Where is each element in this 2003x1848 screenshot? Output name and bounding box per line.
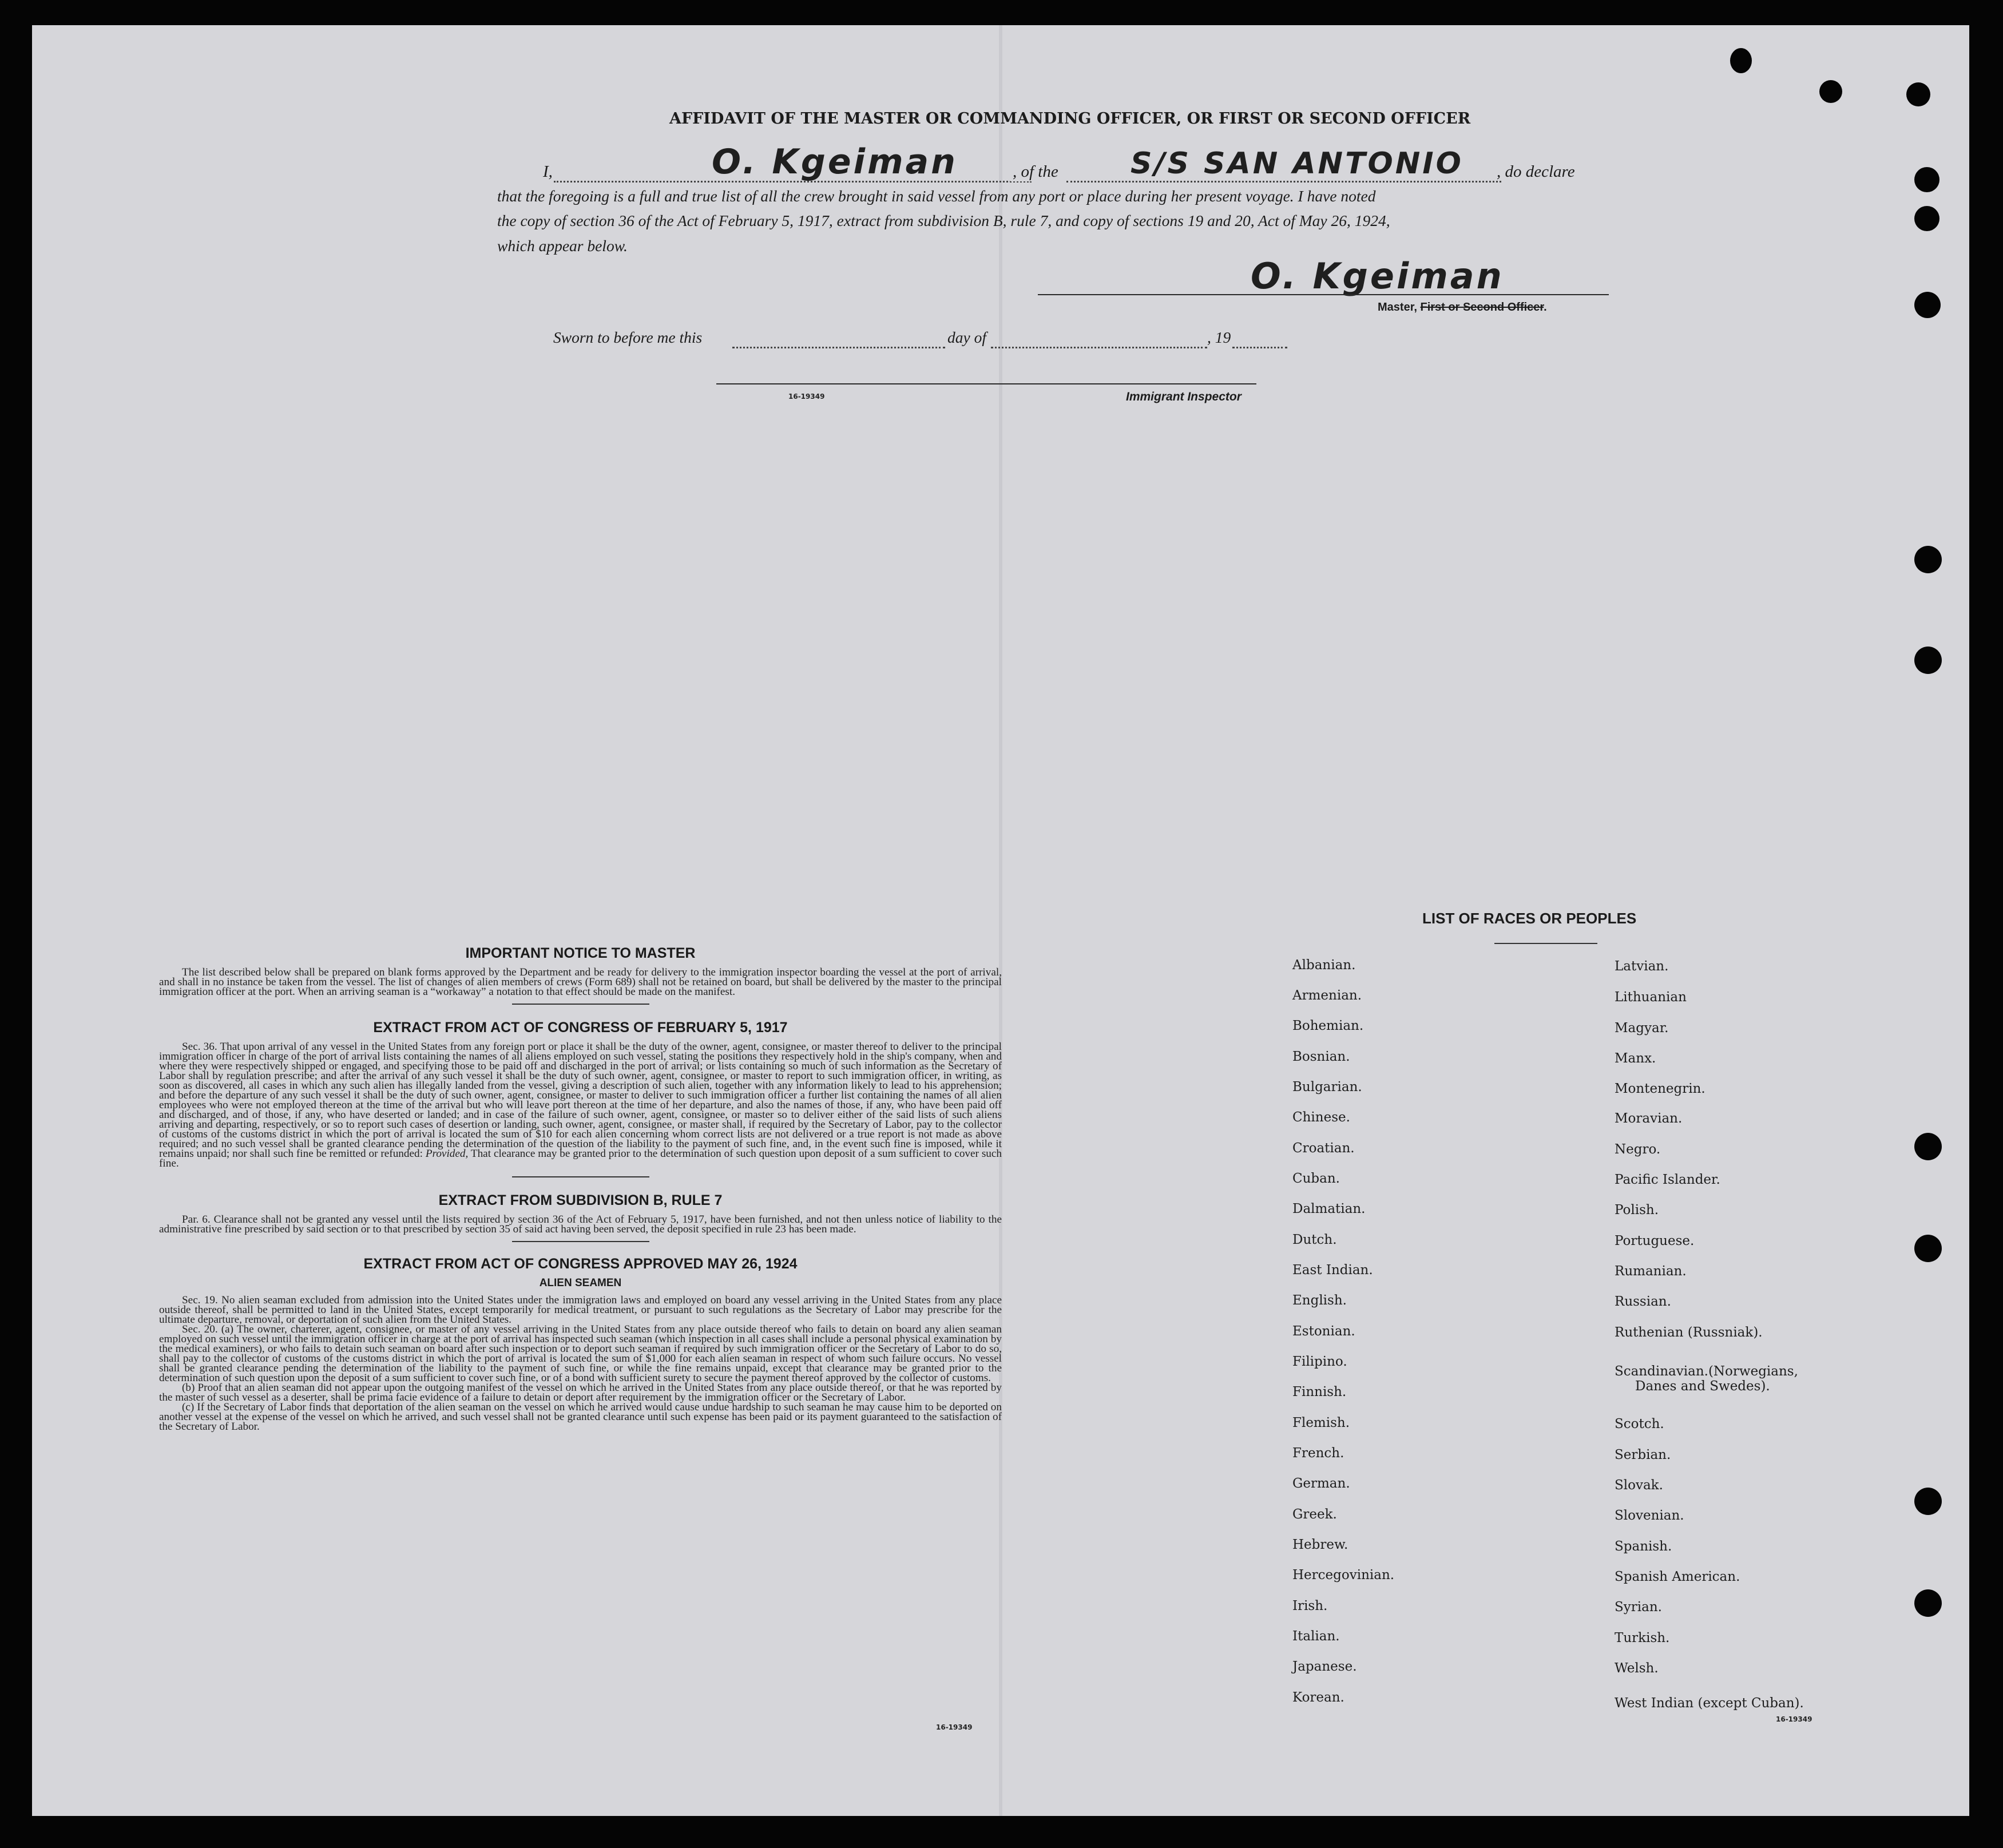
- sec-19-paragraph: Sec. 19. No alien seaman excluded from admission into the United States under the immigration laws and employed on board any vessel arriving in the United States from any place outside thereof, shall be permitted to land in the United States, except temporarily for medical treatment, or pursuant to such regulations as the Secretary of Labor may prescribe for the ultimate departure, removal, or deportation of such alien from the United States.: [159, 1294, 1002, 1326]
- race-item: Negro.: [1615, 1142, 1661, 1157]
- act-1917-section-36: [159, 1042, 1002, 1168]
- race-item: Welsh.: [1615, 1661, 1659, 1676]
- race-item: Slovak.: [1615, 1478, 1663, 1493]
- race-item: Chinese.: [1292, 1110, 1350, 1125]
- rule-7-paragraph: Par. 6. Clearance shall not be granted any vessel until the lists required by section 36 of the Act of February 5, 1917, have been furnished, and not then unless notice of liability to the administrative fine prescribed by said section or to that prescribed by section 35 of said act having been served, the deposit specified in rule 23 has been made.: [159, 1214, 1002, 1235]
- inspector-line: [716, 383, 1256, 384]
- race-item: Estonian.: [1292, 1324, 1355, 1339]
- caption-end: .: [1544, 301, 1547, 314]
- of-the-label: , of the: [1010, 162, 1058, 181]
- race-item: Italian.: [1292, 1629, 1340, 1644]
- separator: [512, 1241, 649, 1242]
- races-heading: LIST OF RACES OR PEOPLES: [1422, 910, 1637, 927]
- act-1917-heading: EXTRACT FROM ACT OF CONGRESS OF FEBRUARY 5, 1917: [373, 1020, 788, 1036]
- race-item: Syrian.: [1615, 1600, 1662, 1615]
- separator: [512, 1004, 649, 1005]
- day-of-label: day of: [947, 328, 986, 346]
- race-item: Japanese.: [1292, 1659, 1357, 1674]
- punch-hole: [1819, 80, 1842, 103]
- caption-struck-officer: First or Second Officer: [1420, 301, 1544, 314]
- race-item: Serbian.: [1615, 1448, 1671, 1462]
- punch-hole: [1914, 1235, 1942, 1262]
- master-name-handwritten: O. Kgeiman: [712, 142, 958, 182]
- notice-paragraph: The list described below shall be prepared on blank forms approved by the Department and be ready for delivery to the immigration inspector boarding the vessel at the port of arrival, and shall in no instance be taken from the vessel. The list of changes of alien members of crews (Form 689) shall not be retained on board, but shall be delivered by the master to the principal immigration officer at the port. When an arriving seaman is a “workaway” a notation to that effect should be made on the manifest.: [159, 966, 1002, 998]
- race-item: Korean.: [1292, 1690, 1344, 1705]
- notice-heading: IMPORTANT NOTICE TO MASTER: [465, 945, 696, 961]
- race-item: Scandinavian.(Norwegians,: [1615, 1364, 1798, 1379]
- rule-7-heading: EXTRACT FROM SUBDIVISION B, RULE 7: [438, 1192, 723, 1208]
- affidavit-body-line2: the copy of section 36 of the Act of February 5, 1917, extract from subdivision B, rule 7, and copy of sections 19 and 20, Act of May 26, 1924,: [497, 212, 1390, 229]
- punch-hole: [1914, 167, 1939, 192]
- signature-line: [1038, 294, 1609, 295]
- master-signature: O. Kgeiman: [1251, 255, 1504, 297]
- sworn-year-line: [1232, 347, 1287, 348]
- punch-hole: [1914, 1133, 1942, 1160]
- affidavit-title: AFFIDAVIT OF THE MASTER OR COMMANDING OFFICER, OR FIRST OR SECOND OFFICER: [669, 110, 1471, 128]
- punch-hole: [1906, 82, 1930, 106]
- center-fold: [999, 25, 1002, 1816]
- notice-section: [159, 945, 1002, 1431]
- race-item: Slovenian.: [1615, 1508, 1684, 1523]
- sec36-text-end: That clearance may be granted prior to the determination of such question upon deposit of a sum sufficient to cover such fine.: [159, 1148, 1002, 1169]
- race-item: Ruthenian (Russniak).: [1615, 1325, 1763, 1340]
- race-item: Bulgarian.: [1292, 1080, 1362, 1094]
- race-item: English.: [1292, 1293, 1347, 1308]
- sec36-provided: Provided,: [425, 1148, 469, 1160]
- sec-20c-paragraph: (c) If the Secretary of Labor finds that deportation of the alien seaman on the vessel on which he arrived would cause undue hardship to such seaman he may cause him to be deported on another vessel at the expense of the vessel on which he arrived, and such vessel shall not be granted clearance until such expense has been paid or its payment guaranteed to the satisfaction of the Secretary of Labor.: [159, 1401, 1002, 1433]
- race-item: Polish.: [1615, 1203, 1659, 1218]
- alien-seamen-subheading: ALIEN SEAMEN: [539, 1277, 622, 1289]
- race-item: East Indian.: [1292, 1263, 1373, 1278]
- race-item: Turkish.: [1615, 1631, 1670, 1645]
- punch-hole: [1914, 292, 1941, 318]
- act-1924-heading: EXTRACT FROM ACT OF CONGRESS APPROVED MAY 26, 1924: [363, 1256, 798, 1272]
- punch-hole: [1914, 1589, 1942, 1617]
- race-item: Lithuanian: [1615, 990, 1687, 1005]
- affidavit-i-label: I,: [543, 162, 553, 181]
- separator: [512, 1176, 649, 1177]
- race-item: Dutch.: [1292, 1232, 1337, 1247]
- race-item: Manx.: [1615, 1051, 1656, 1066]
- race-item: Albanian.: [1292, 958, 1356, 973]
- vessel-handwritten: S/S SAN ANTONIO: [1131, 146, 1463, 181]
- race-item: West Indian (except Cuban).: [1615, 1696, 1804, 1711]
- race-item: Spanish American.: [1615, 1569, 1740, 1584]
- race-item: Irish.: [1292, 1599, 1328, 1613]
- race-item: Russian.: [1615, 1294, 1671, 1309]
- affidavit-body-line3: which appear below.: [497, 237, 628, 255]
- race-item: Flemish.: [1292, 1415, 1350, 1430]
- do-declare-label: , do declare: [1497, 162, 1575, 181]
- race-item: Magyar.: [1615, 1021, 1669, 1036]
- punch-hole: [1914, 647, 1942, 674]
- punch-hole: [1914, 546, 1942, 573]
- affidavit-form-number: 16-19349: [788, 392, 825, 400]
- sec-20b-paragraph: (b) Proof that an alien seaman did not appear upon the outgoing manifest of the vessel on which he arrived in the United States from any place outside thereof, or that he was reported by the master of such vessel as a deserter, shall be prima facie evidence of a failure to detain or deport after requirement by the immigration officer or the Secretary of Labor.: [159, 1382, 1002, 1403]
- race-item: Croatian.: [1292, 1141, 1355, 1156]
- race-item: Armenian.: [1292, 988, 1362, 1003]
- sworn-day-line: [732, 347, 945, 348]
- races-form-number: 16-19349: [1776, 1715, 1812, 1723]
- race-item: Portuguese.: [1615, 1234, 1695, 1248]
- notice-form-number: 16-19349: [936, 1723, 973, 1731]
- race-item: Hercegovinian.: [1292, 1568, 1395, 1583]
- sworn-month-line: [991, 347, 1207, 348]
- race-item: Filipino.: [1292, 1354, 1347, 1369]
- race-item: Bohemian.: [1292, 1018, 1364, 1033]
- race-item: Montenegrin.: [1615, 1081, 1705, 1096]
- punch-hole: [1914, 206, 1939, 231]
- race-item: Pacific Islander.: [1615, 1172, 1720, 1187]
- race-item: Moravian.: [1615, 1111, 1683, 1126]
- race-item: Dalmatian.: [1292, 1201, 1366, 1216]
- race-item: Rumanian.: [1615, 1264, 1687, 1279]
- caption-master: Master,: [1378, 301, 1417, 314]
- race-item: Bosnian.: [1292, 1049, 1350, 1064]
- race-item: French.: [1292, 1446, 1344, 1461]
- sworn-label: Sworn to before me this: [553, 328, 703, 346]
- signature-caption: [1378, 301, 1547, 314]
- document-sheet: [32, 25, 1969, 1816]
- inspector-label: Immigrant Inspector: [1126, 390, 1242, 403]
- race-item: Spanish.: [1615, 1539, 1672, 1554]
- race-item: Greek.: [1292, 1507, 1337, 1522]
- sec36-text: Sec. 36. That upon arrival of any vessel in the United States from any foreign port or place it shall be the duty of the owner, agent, consignee, or master thereof to deliver to the principal immigration officer in charge of the port of arrival lists containing the names of all aliens employed on such vessel, stating the positions they respectively hold in the ship's company, when and where they were respectively shipped or engaged, and specifying those to be paid off and discharged in the port of arrival; or lists containing so much of such information as the Secretary of Labor shall by regulation prescribe; and after the arrival of any such vessel it shall be the duty of such owner, agent, consignee, or master to report to such immigration officer, in writing, as soon as discovered, all cases in which any such alien has illegally landed from the vessel, giving a description of such alien, together with any information likely to lead to his apprehension; and before the departure of any such vessel it shall be the duty of such owner, agent, consignee, or master to deliver to such immigration officer a further list containing the names of all alien employees who were not employed thereon at the time of the arrival but who will leave port thereon at the time of her departure, and also the names of those, if any, who have been paid off and discharged, and of those, if any, who have deserted or landed; and in case of the failure of such owner, agent, consignee, or master so to deliver either of the said lists of such aliens arriving and departing, respectively, or so to report such cases of desertion or landing, such owner, agent, consignee, or master shall, if required by the Secretary of Labor, pay to the collector of customs of the customs district in which the port of arrival is located the sum of $10 for each alien concerning whom correct lists are not delivered or a true report is not made as above required; and no such vessel shall be granted clearance pending the determination of the question of the liability to the payment of such fine, and, in the event such fine is imposed, while it remains unpaid; nor shall such fine be remitted or refunded:: [159, 1041, 1002, 1160]
- affidavit-body-line1: that the foregoing is a full and true list of all the crew brought in said vessel from any port or place during her present voyage. I have noted: [497, 187, 1376, 205]
- punch-hole: [1914, 1488, 1942, 1515]
- race-item-continued: Danes and Swedes).: [1635, 1379, 1770, 1394]
- race-item: Hebrew.: [1292, 1537, 1348, 1552]
- year-label: , 19: [1207, 328, 1231, 346]
- races-heading-rule: [1494, 943, 1597, 944]
- race-item: Finnish.: [1292, 1385, 1347, 1399]
- vessel-line: [1066, 181, 1501, 183]
- race-item: Scotch.: [1615, 1417, 1664, 1431]
- race-item: German.: [1292, 1476, 1350, 1491]
- sec-20a-paragraph: Sec. 20. (a) The owner, charterer, agent, consignee, or master of any vessel arriving in the United States from any place outside thereof who fails to detain on board any alien seaman employed on such vessel until the immigration officer in charge at the port of arrival has inspected such seaman (which inspection in all cases shall include a personal physical examination by the medical examiners), or who fails to detain such seaman on board after such inspection or to deport such seaman if required by such immigration officer or the Secretary of Labor to do so, shall pay to the collector of customs of the customs district in which the port of arrival is located the sum of $1,000 for each alien seaman in respect of whom such failure occurs. No vessel shall be granted clearance pending the determination of the liability to the payment of such fine, or while the fine remains unpaid, except that clearance may be granted prior to the determination of such question upon the deposit of a sum sufficient to cover such fine, or of a bond with sufficient surety to secure the payment thereof approved by the collector of customs.: [159, 1323, 1002, 1384]
- punch-hole: [1730, 48, 1752, 73]
- race-item: Cuban.: [1292, 1171, 1340, 1186]
- race-item: Latvian.: [1615, 959, 1669, 974]
